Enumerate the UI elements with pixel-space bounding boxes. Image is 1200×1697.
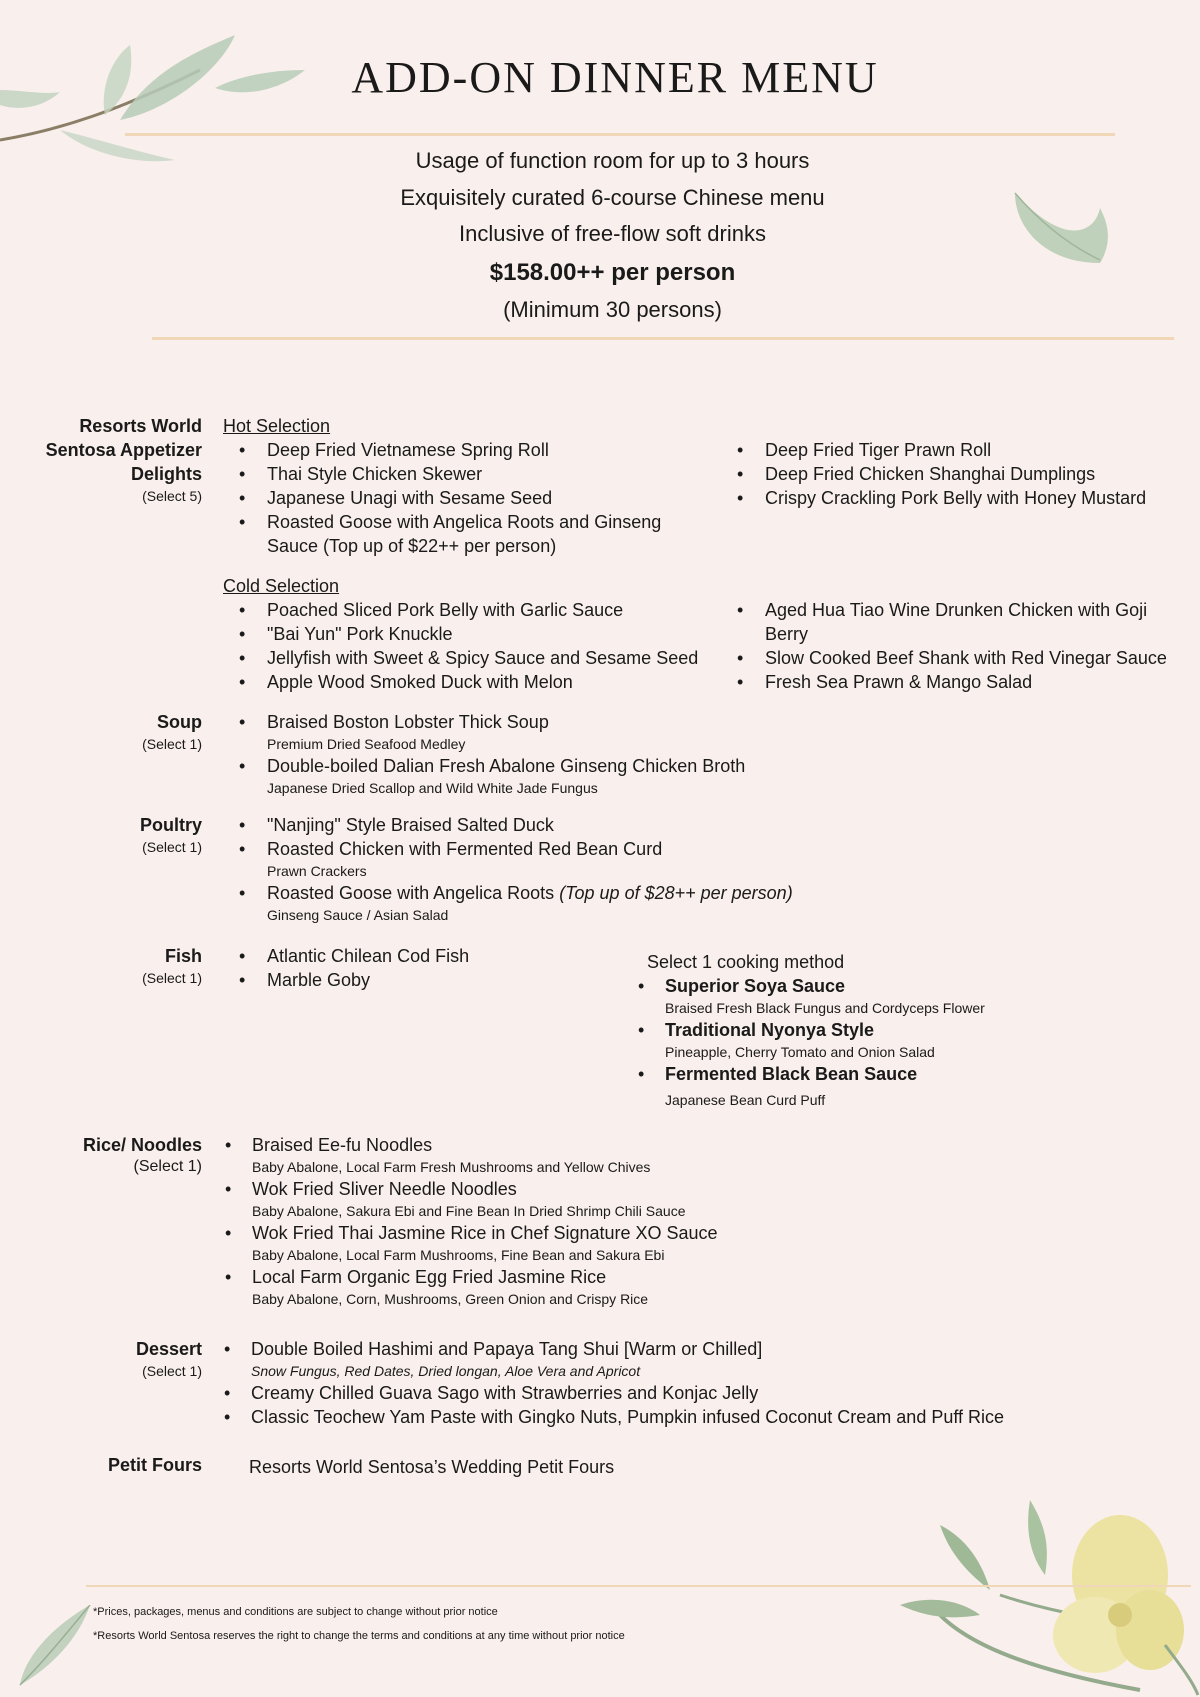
item-name: "Nanjing" Style Braised Salted Duck [267,815,554,835]
list-item: • Jellyfish with Sweet & Spicy Sauce and Sesame Seed [223,646,713,670]
list-item [637,1018,1177,1062]
list-item [223,754,843,798]
section-label [30,414,202,506]
package-intro [0,143,1200,328]
list-item: • Marble Goby [223,968,603,992]
item-name: Braised Ee-fu Noodles [252,1135,433,1155]
item-description: Braised Fresh Black Fungus and Cordyceps Flower [665,1000,985,1016]
item-description: Japanese Dried Scallop and Wild White Jade Fungus [267,780,598,796]
list-item [224,1221,924,1265]
divider [125,133,1115,136]
list-item: • Roasted Goose with Angelica Roots and Ginseng Sauce (Top up of $22++ per person) [223,510,683,558]
divider [86,1585,1191,1587]
item-name: Traditional Nyonya Style [665,1020,875,1040]
list-item [224,1265,924,1309]
section-title: Rice/ Noodles [82,1135,202,1155]
list-item: • Aged Hua Tiao Wine Drunken Chicken with Goji Berry [721,598,1181,646]
item-name: Creamy Chilled Guava Sago with Strawberries and Konjac Jelly [251,1383,759,1403]
list-item [223,881,923,925]
price: $158.00++ per person [489,258,736,286]
list-item [637,1062,1177,1110]
cold-selection-heading: Cold Selection [223,576,340,596]
section-note: (Select 1) [133,1158,202,1175]
section-note: (Select 1) [142,1363,202,1379]
section-title: Fish [164,946,202,966]
section-title: Poultry [139,815,202,835]
list-item [224,1133,924,1177]
section-note: (Select 5) [142,488,202,504]
section-label [30,1337,202,1381]
hot-selection-list-right [721,438,1181,510]
list-item: • Atlantic Chilean Cod Fish [223,944,603,968]
item-description: Baby Abalone, Corn, Mushrooms, Green Onion and Crispy Rice [252,1291,649,1307]
list-item [223,1405,1183,1429]
divider [152,337,1174,340]
petit-fours-item: Resorts World Sentosa’s Wedding Petit Fours [249,1457,615,1477]
list-item: • Poached Sliced Pork Belly with Garlic Sauce [223,598,713,622]
intro-line: Exquisitely curated 6-course Chinese menu [400,184,825,210]
footer-note: *Prices, packages, menus and conditions are subject to change without prior notice [93,1606,498,1618]
item-name: Wok Fried Sliver Needle Noodles [252,1179,517,1199]
item-topup: (Top up of $28++ per person) [559,883,793,903]
item-name: Double-boiled Dalian Fresh Abalone Ginseng Chicken Broth [267,756,746,776]
intro-line: Inclusive of free-flow soft drinks [459,221,766,246]
footer-notes [93,1600,625,1648]
cooking-method-heading: Select 1 cooking method [647,952,845,972]
section-label [30,944,202,988]
item-name: Superior Soya Sauce [665,976,846,996]
hot-selection-list-left [223,438,683,558]
item-name: Fermented Black Bean Sauce [665,1064,918,1084]
hot-selection-heading: Hot Selection [223,416,331,436]
item-name: Roasted Goose with Angelica Roots [267,883,555,903]
item-description: Ginseng Sauce / Asian Salad [267,907,449,923]
section-label [30,813,202,857]
list-item [224,1177,924,1221]
section-label [30,710,202,754]
poultry-list [223,813,923,925]
list-item [223,837,923,881]
item-name: Roasted Chicken with Fermented Red Bean Curd [267,839,663,859]
item-description: Pineapple, Cherry Tomato and Onion Salad [665,1044,935,1060]
section-note: (Select 1) [142,736,202,752]
item-description: Prawn Crackers [267,863,367,879]
rice-noodles-list [224,1133,924,1309]
item-name: Wok Fried Thai Jasmine Rice in Chef Signature XO Sauce [252,1223,718,1243]
section-title: Soup [157,712,202,732]
intro-line: Usage of function room for up to 3 hours [415,148,810,173]
list-item [223,1337,1183,1381]
cooking-method-list [637,974,1177,1110]
item-description: Premium Dried Seafood Medley [267,736,466,752]
soup-list [223,710,843,798]
section-label [30,1453,202,1477]
list-item: • Thai Style Chicken Skewer [223,462,683,486]
list-item: • Deep Fried Tiger Prawn Roll [721,438,1181,462]
page-title: ADD-ON DINNER MENU [351,53,879,102]
list-item: • Fresh Sea Prawn & Mango Salad [721,670,1181,694]
footer-note: *Resorts World Sentosa reserves the right to change the terms and conditions at any time without prior notice [93,1630,625,1642]
section-title: Resorts World Sentosa Appetizer Delights [45,416,202,484]
item-name: Double Boiled Hashimi and Papaya Tang Shui [Warm or Chilled] [251,1339,763,1359]
list-item: • Apple Wood Smoked Duck with Melon [223,670,713,694]
flower-illustration [880,1495,1200,1697]
cold-selection-list-right [721,598,1181,694]
fish-list [223,944,603,992]
item-description: Snow Fungus, Red Dates, Dried longan, Aloe Vera and Apricot [251,1363,641,1379]
list-item [223,1381,1183,1405]
list-item: • Deep Fried Chicken Shanghai Dumplings [721,462,1181,486]
section-title: Petit Fours [107,1455,202,1475]
list-item: • Slow Cooked Beef Shank with Red Vinegar Sauce [721,646,1181,670]
item-name: Local Farm Organic Egg Fried Jasmine Rice [252,1267,607,1287]
list-item [223,813,923,837]
item-name: Classic Teochew Yam Paste with Gingko Nuts, Pumpkin infused Coconut Cream and Puff Rice [251,1407,1005,1427]
section-title: Dessert [135,1339,202,1359]
list-item: • Deep Fried Vietnamese Spring Roll [223,438,683,462]
item-name: Braised Boston Lobster Thick Soup [267,712,549,732]
item-description: Japanese Bean Curd Puff [665,1092,826,1108]
minimum-persons: (Minimum 30 persons) [503,296,722,322]
dessert-list [223,1337,1183,1429]
item-description: Baby Abalone, Local Farm Mushrooms, Fine Bean and Sakura Ebi [252,1247,665,1263]
section-note: (Select 1) [142,970,202,986]
section-label [30,1133,202,1177]
list-item [637,974,1177,1018]
item-description: Baby Abalone, Sakura Ebi and Fine Bean In Dried Shrimp Chili Sauce [252,1203,686,1219]
cold-selection-list-left [223,598,713,694]
item-description: Baby Abalone, Local Farm Fresh Mushrooms and Yellow Chives [252,1159,651,1175]
list-item: • Crispy Crackling Pork Belly with Honey Mustard [721,486,1181,510]
leaf-illustration-bottom [15,1605,95,1690]
section-note: (Select 1) [142,839,202,855]
list-item [223,710,843,754]
list-item: • Japanese Unagi with Sesame Seed [223,486,683,510]
list-item: • "Bai Yun" Pork Knuckle [223,622,713,646]
